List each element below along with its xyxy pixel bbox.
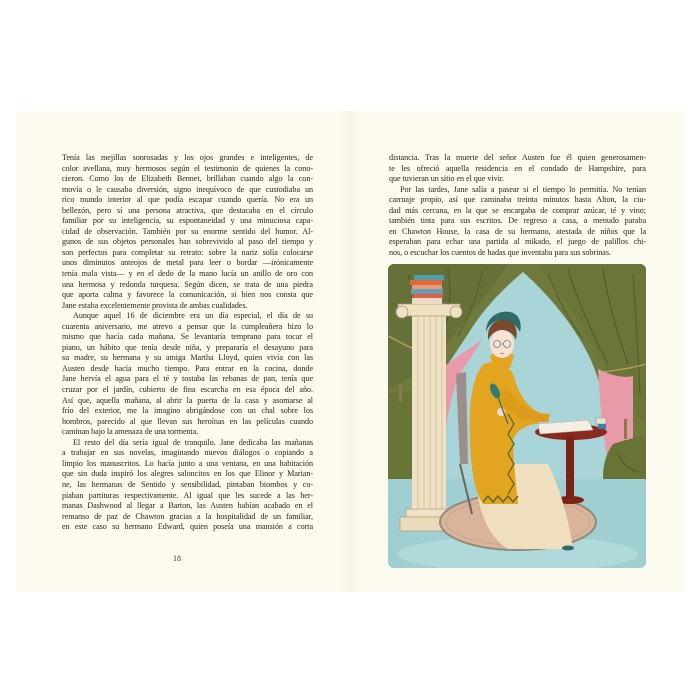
text-line: Jane hervía el agua para el té y tostaba las rebanas de pan, tenía que xyxy=(62,374,313,384)
text-line: son perfectos para completar su retrato: sobre la nariz solía colocarse xyxy=(62,247,313,257)
text-line: tenía mala vista— y en el dedo de la mano lucía un anillo de oro con xyxy=(62,269,313,279)
text-line: manas Dashwood al llegar a Barton, las Austen habían acabado en el xyxy=(62,501,313,511)
text-line: movía o le causaba diversión, signo inequívoco de que custodiaba un xyxy=(62,184,313,194)
text-line: familiar por su inteligencia, su espontaneidad y una minuciosa capa- xyxy=(62,216,313,226)
text-line: frío del exterior, me la imagino abrigándose con un chal sobre los xyxy=(62,406,313,416)
text-line: piano, un hábito que tenía desde niña, y prepararía el desayuno para xyxy=(62,342,313,352)
page-number: 18 xyxy=(173,554,181,563)
text-line: gunos de sus objetos personales han sobrevivido al paso del tiempo y xyxy=(62,237,313,247)
text-line: limpio los manuscritos. Lo hacía junto a una ventana, en una habitación xyxy=(62,458,313,468)
text-line: remanso de paz de Chawton gracias a la hospitalidad de un familiar, xyxy=(62,511,313,521)
text-line: distancia. Tras la muerte del señor Austen fue él quien generosamen- xyxy=(389,153,646,162)
text-line: El resto del día sería igual de tranquilo. Jane dedicaba las mañanas xyxy=(73,437,313,447)
text-line: bellezón, pero sí una persona atractiva, que destacaba en el círculo xyxy=(62,205,313,215)
text-line: cruzar por el jardín, cubierto de fina escarcha en esa época del año. xyxy=(62,385,313,395)
text-line: unos diminutos anteojos de metal para leer o bordar —irónicamente xyxy=(62,258,313,268)
text-line: Tenía las mejillas sonrosadas y los ojos grandes e inteligentes, de xyxy=(62,153,313,162)
text-line: también tinta para sus escritos. De regreso a casa, a menudo paraba xyxy=(389,216,646,226)
left-page-text xyxy=(62,153,313,533)
text-line: a trabajar en sus novelas, imaginando nuevos diálogos o copiando a xyxy=(62,448,313,458)
text-line: cuarenta aniversario, me atrevo a pensar que la cumpleañera hizo lo xyxy=(62,321,313,331)
text-line: Jane estaba excelentemente provista de ambas cualidades. xyxy=(62,300,248,310)
text-line: caminan bajo la amenaza de una tormenta. xyxy=(62,427,199,437)
text-line: que aporta calma y favorece la comunicación, si bien nos consta que xyxy=(62,290,313,300)
text-line: que tuvieran un sitio en el que vivir. xyxy=(389,174,504,184)
text-line: Austen desde hacía mucho tiempo. Para entrar en la cocina, donde xyxy=(62,363,313,373)
text-line: cidad de observación. También por su enorme sentido del humor. Al- xyxy=(62,226,313,236)
jane-austen-illustration xyxy=(388,264,646,568)
text-line: hombros, parecido al que llevan sus heroínas en las películas cuando xyxy=(62,416,313,426)
text-line: en este caso su hermano Edward, quien poseía una mansión a corta xyxy=(62,522,313,532)
text-line: Aunque aquel 16 de diciembre era un día especial, el día de su xyxy=(73,311,313,321)
text-line: piaban partituras respectivamente. Al igual que les sucede a las her- xyxy=(62,490,313,500)
text-line: una hermosa y redonda turquesa. Según dicen, se trata de una piedra xyxy=(62,279,313,289)
text-line: cieron. Como los de Elizabeth Bennet, brillaban cuando algo la con- xyxy=(62,174,313,184)
text-line: en Chawton House, la casa de su hermano, atestada de niños que la xyxy=(389,226,646,236)
text-line: que sin duda inspiró los alegres saloncitos en los que Elinor y Marian- xyxy=(62,469,313,479)
text-line: mismo que hacía cada mañana. Se levantaría temprano para tocar el xyxy=(62,332,313,342)
text-line: esperaban para echar una partida al mikado, el juego de palillos chi- xyxy=(389,237,646,247)
text-line: te les ofreció aquella residencia en el condado de Hampshire, para xyxy=(389,163,646,173)
text-line: Así que, aquella mañana, al abrir la puerta de la casa y asomarse al xyxy=(62,395,313,405)
text-line: nos, o escuchar los cuentos de hadas que inventaba para sus sobrinas. xyxy=(389,247,611,257)
text-line: dad más cercana, en la que se encargaba de comprar azúcar, té y vino; xyxy=(389,205,646,215)
text-line: color avellana, muy hermosos según el testimonio de quienes la cono- xyxy=(62,163,313,173)
text-line: ne, las hermanas de Sentido y sensibilidad, pintaban biombos y co- xyxy=(62,479,313,489)
right-page-text xyxy=(389,153,646,258)
text-line: su madre, su hermana y su amiga Martha Lloyd, quien vivía con las xyxy=(62,353,313,363)
text-line: carruaje propio, así que caminaba treinta minutos hasta Alton, la ciu- xyxy=(389,195,646,205)
text-line: Por las tardes, Jane salía a pasear si el tiempo lo permitía. No tenían xyxy=(400,184,646,194)
text-line: rico mundo interior al que podía escapar cuando quería. No era un xyxy=(62,195,313,205)
